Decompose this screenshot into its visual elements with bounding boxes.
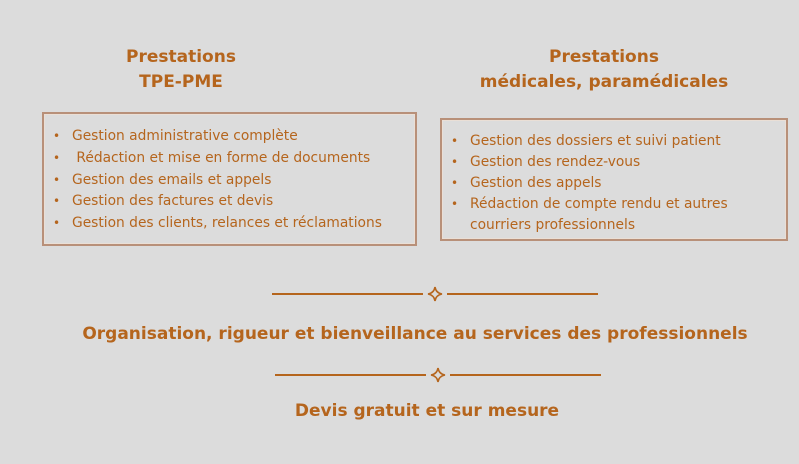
list-item-label: Gestion administrative complète	[72, 128, 298, 144]
list-item	[51, 191, 382, 213]
section-title-line: médicales, paramédicales	[479, 72, 729, 92]
section-title-line: TPE-PME	[139, 72, 223, 92]
list-item	[51, 170, 382, 192]
bullet-dot-icon: •	[53, 172, 61, 187]
list-item-label: Rédaction et mise en forme de documents	[72, 149, 371, 166]
list-item	[449, 152, 728, 173]
list-item	[449, 131, 728, 152]
bullet-dot-icon: •	[53, 194, 61, 209]
list-item-label: Gestion des emails et appels	[72, 171, 272, 188]
services-list	[51, 126, 382, 235]
list-item	[51, 126, 382, 148]
list-item-continuation	[449, 215, 728, 236]
bullet-dot-icon: •	[53, 150, 61, 165]
list-item	[449, 194, 728, 215]
bullet-dot-icon: •	[451, 197, 459, 211]
services-list	[449, 131, 728, 236]
list-item	[449, 173, 728, 194]
list-item-label: Rédaction de compte rendu et autres	[470, 196, 728, 212]
list-item-label: Gestion des clients, relances et réclamations	[72, 215, 382, 232]
bullet-dot-icon: •	[53, 216, 61, 231]
diamond-sparkle-icon	[431, 368, 445, 382]
list-item-label: Gestion des factures et devis	[72, 193, 274, 210]
section-title-tpe-pme	[81, 45, 281, 95]
services-box-tpe-pme	[42, 112, 417, 246]
bullet-dot-icon: •	[53, 129, 61, 143]
diamond-sparkle-icon	[428, 287, 442, 301]
tagline: Organisation, rigueur et bienveillance au services des professionnels	[82, 324, 748, 344]
section-title-line: Prestations	[549, 47, 659, 67]
list-item-label: courriers professionnels	[470, 217, 636, 233]
list-item-label: Gestion des dossiers et suivi patient	[470, 133, 721, 149]
bullet-dot-icon: •	[451, 134, 459, 148]
ornamental-divider	[272, 286, 598, 302]
list-item	[51, 213, 382, 235]
list-item-label: Gestion des appels	[470, 175, 602, 191]
bullet-dot-icon: •	[451, 155, 459, 169]
bullet-dot-icon: •	[451, 176, 459, 190]
section-title-line: Prestations	[126, 47, 236, 67]
list-item-label: Gestion des rendez-vous	[470, 154, 641, 170]
list-item	[51, 148, 382, 170]
ornamental-divider	[275, 367, 601, 383]
section-title-medicales	[454, 45, 754, 95]
offer-text: Devis gratuit et sur mesure	[294, 401, 560, 421]
services-box-medicales	[440, 118, 788, 241]
